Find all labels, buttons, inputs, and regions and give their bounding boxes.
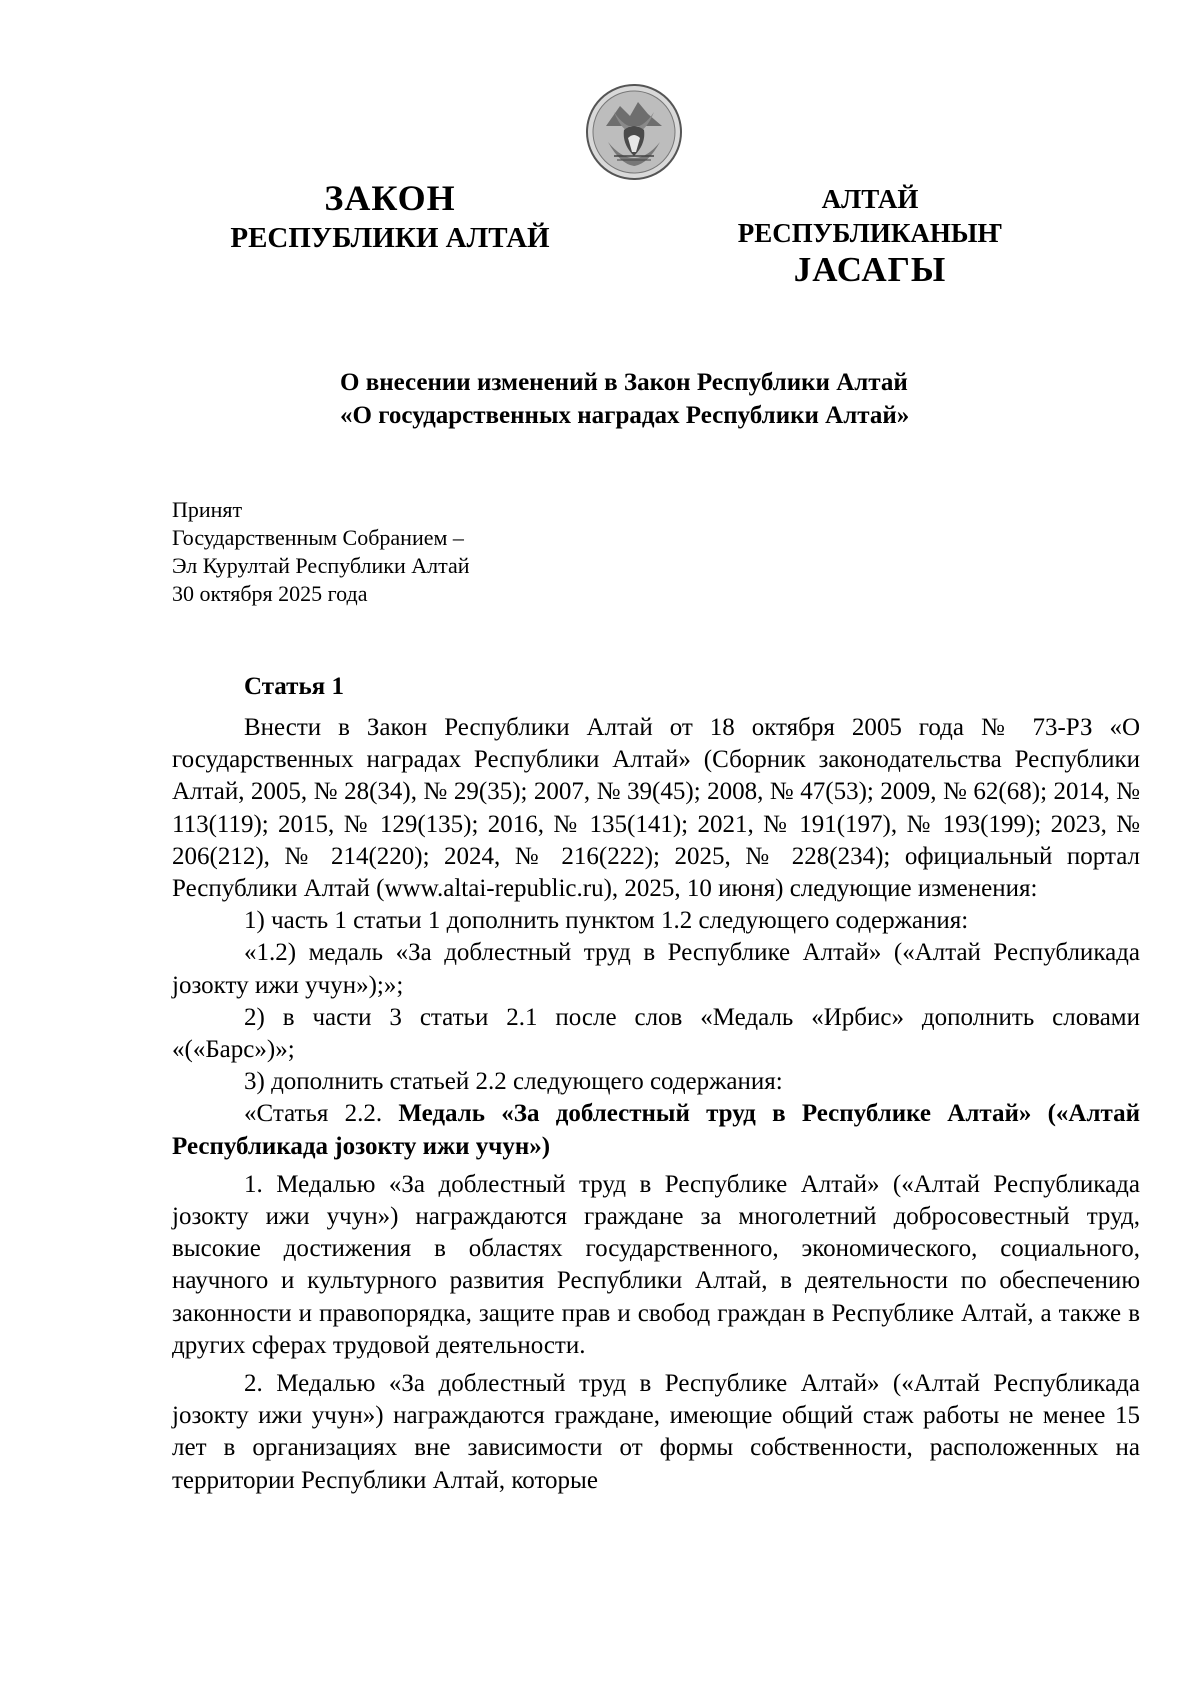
- new-article-paragraph-2: 2. Медалью «За доблестный труд в Республике Алтай» («Алтай Республикада јозокту ижи учун») награждаются граждане, имеющие общий стаж работы не менее 15 лет в организациях вне зависимости от формы собственности, расположенных на территории Республики Алтай, которые: [172, 1370, 1140, 1494]
- article-heading: Статья 1: [244, 673, 344, 700]
- amendment-item-1-quote: «1.2) медаль «За доблестный труд в Республике Алтай» («Алтай Республикада јозокту ижи учун»);»;: [172, 939, 1140, 999]
- law-title-line2: «О государственных наградах Республики Алтай»: [340, 402, 910, 429]
- adoption-line2: Государственным Собранием –: [172, 525, 464, 550]
- amendment-item-3: 3) дополнить статьей 2.2 следующего содержания:: [244, 1068, 783, 1096]
- new-article-heading: [172, 1098, 1140, 1162]
- header-left-block: [200, 178, 580, 256]
- article-body: [172, 712, 1140, 1497]
- header-right-block: [700, 182, 1040, 290]
- coat-of-arms-emblem: [584, 82, 684, 182]
- adoption-line1: Принят: [172, 497, 243, 522]
- law-title-line1: О внесении изменений в Закон Республики Алтай: [340, 369, 908, 396]
- header-left-subtitle: РЕСПУБЛИКИ АЛТАЙ: [230, 222, 550, 254]
- header-right-subtitle: АЛТАЙ РЕСПУБЛИКАНЫҤ: [737, 184, 1003, 248]
- adoption-date: 30 октября 2025 года: [172, 581, 368, 606]
- article-intro: Внести в Закон Республики Алтай от 18 октября 2005 года № 73-РЗ «О государственных наградах Республики Алтай» (Сборник законодательства Республики Алтай, 2005, № 28(34), № 29(35); 2007, № 39(45); 2008, № 47(53); 2009, № 62(68); 2014, № 113(119); 2015, № 129(135); 2016, № 135(141); 2021, № 191(197), № 193(199); 2023, № 206(212), № 214(220); 2024, № 216(222); 2025, № 228(234); официальный портал Республики Алтай (www.altai-republic.ru), 2025, 10 июня) следующие изменения:: [172, 714, 1140, 903]
- amendment-item-2: 2) в части 3 статьи 2.1 после слов «Медаль «Ирбис» дополнить словами «(«Барс»)»;: [172, 1003, 1140, 1064]
- header-left-title: ЗАКОН: [324, 178, 456, 218]
- new-article-paragraph-1: 1. Медалью «За доблестный труд в Республике Алтай» («Алтай Республикада јозокту ижи учун») награждаются граждане за многолетний добросовестный труд, высокие достижения в областях государственного, экономического, социального, научного и культурного развития Республики Алтай, в деятельности по обеспечению законности и правопорядка, защите прав и свобод граждан в Республике Алтай, а также в других сферах трудовой деятельности.: [172, 1170, 1140, 1359]
- adoption-line3: Эл Курултай Республики Алтай: [172, 553, 470, 578]
- new-article-prefix: «Статья 2.2.: [244, 1100, 399, 1128]
- header-right-title: JАСАГЫ: [793, 250, 947, 289]
- new-article-title: Медаль «За доблестный труд в Республике Алтай» («Алтай Республикада јозокту ижи учун»): [172, 1100, 1140, 1160]
- adoption-info: [172, 496, 672, 608]
- amendment-item-1: 1) часть 1 статьи 1 дополнить пунктом 1.2 следующего содержания:: [244, 907, 969, 935]
- law-title: [340, 366, 1060, 432]
